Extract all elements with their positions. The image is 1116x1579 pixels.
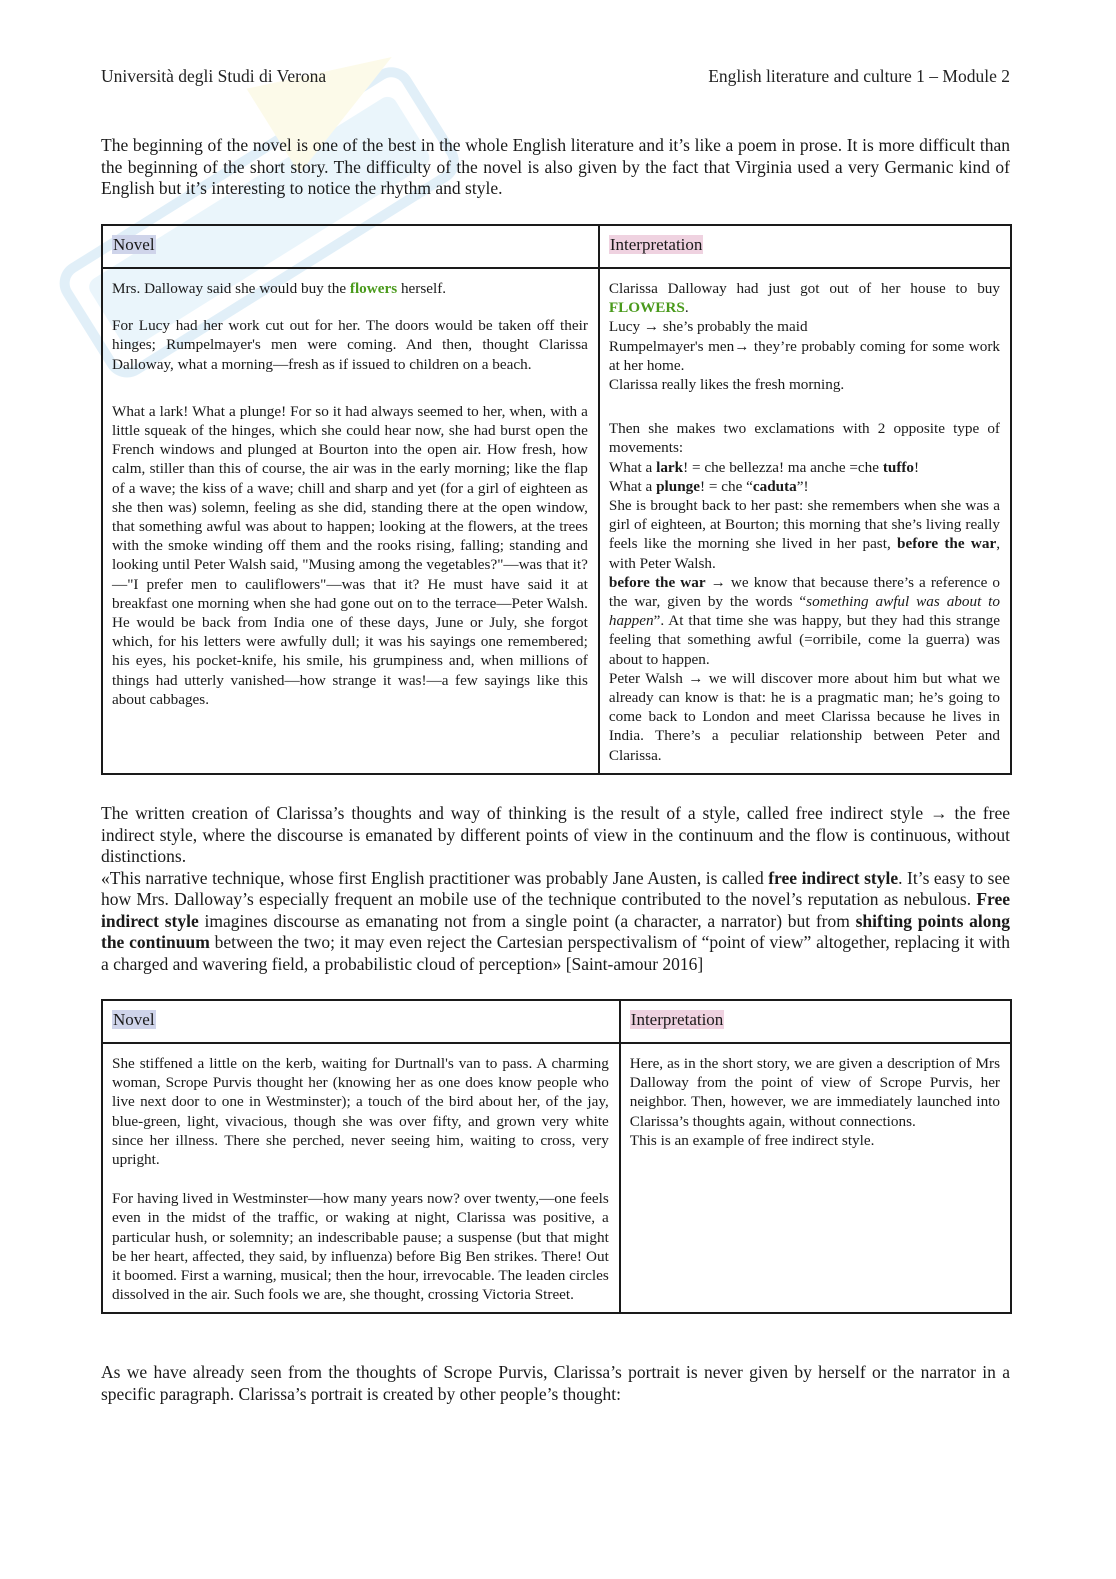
- intro-paragraph: [101, 135, 1010, 200]
- interp-line-10: Peter Walsh → we will discover more about him but what we already can know is that: he is a pragmatic man; he’s going to come back to London and meet Clarissa because he lives in India. There’s a peculiar relationship between Peter and Clarissa.: [608, 669, 1000, 764]
- table1-interpretation-cell: [599, 268, 1011, 774]
- interp-line-5: Then she makes two exclamations with 2 opposite type of movements:: [608, 420, 1000, 457]
- intro-text: The beginning of the novel is one of the best in the whole English literature and it’s like a poem in prose. It is more difficult than the beginning of the short story. The difficulty of the novel is also given by the fact that Virginia used a very Germanic kind of English but it’s interesting to notice the rhythm and style.: [101, 135, 1010, 198]
- page-header: [101, 66, 1010, 90]
- table1-novel-cell: [102, 268, 599, 774]
- table-novel-interpretation-2: [101, 999, 1012, 1314]
- table2-novel-cell: [102, 1043, 620, 1313]
- interp-line-3: Rumpelmayer's men→ they’re probably coming for some work at her home.: [608, 337, 1000, 374]
- interp-line-8: She is brought back to her past: she remembers when she was a girl of eighteen, at Bourton; this morning that she’s living really feels like the morning she lived in her past, before the war, with Peter Walsh.: [608, 497, 1001, 572]
- interp-line-2: Lucy → she’s probably the maid: [608, 318, 808, 336]
- flowers-highlight: flowers: [349, 280, 398, 297]
- header-course: English literature and culture 1 – Module 2: [708, 66, 1010, 86]
- closing-text: As we have already seen from the thoughts of Scrope Purvis, Clarissa’s portrait is never given by herself or the narrator in a specific paragraph. Clarissa’s portrait is created by other people’s thought:: [101, 1362, 1010, 1404]
- novel2-paragraph-1: She stiffened a little on the kerb, waiting for Durtnall's van to pass. A charming woman, Scrope Purvis thought her (knowing her as one does know people who live next door to one in Westminster); a touch of the bird about her, of the jay, blue-green, light, vivacious, though she was over fifty, and grown very white since her illness. There she perched, never seeing him, waiting to cross, very upright.: [112, 1055, 609, 1169]
- header-university: Università degli Studi di Verona: [101, 66, 327, 86]
- middle-paragraphs: [101, 803, 1010, 975]
- novel-paragraph-3: What a lark! What a plunge! For so it had always seemed to her, when, with a little squeak of the hinges, which she could hear now, she had burst open the French windows and plunged at Bourton into the open air. How fresh, how calm, stiller than this of course, the air was in the early morning; like the flap of a wave; the kiss of a wave; chill and sharp and yet (for a girl of eighteen as she then was) solemn, feeling as she did, standing there at the open window, that something awful was about to happen; looking at the flowers, at the trees with the smoke winding off them and the rooks rising, falling; standing and looking until Peter Walsh said, "Musing among the vegetables?"—was that it?—"I prefer men to cauliflowers"—was that it? He must have said it at breakfast one morning when she had gone out on to the terrace—Peter Walsh. He would be back from India one of these days, June or July, she forgot which, for his letters were awfully dull; it was his sayings one remembered; his eyes, his pocket-knife, his smile, his grumpiness and, when millions of things had utterly vanished—how strange it was!—a few sayings like this about cabbages.: [112, 402, 588, 708]
- novel2-paragraph-2: For having lived in Westminster—how many years now? over twenty,—one feels even in the midst of the traffic, or waking at night, Clarissa was positive, a particular hush, or solemnity; an indescribable pause; a suspense (but that might be her heart, affected, they said, by influenza) before Big Ben strikes. There! Out it boomed. First a warning, musical; then the hour, irrevocable. The leaden circles dissolved in the air. Such fools we are, she thought, crossing Victoria Street.: [112, 1190, 609, 1304]
- interp-line-9: before the war → we know that because there’s a reference o the war, given by the words “something awful was about to happen”. At that time she was happy, but they had this strange feeling that something awful (=orribile, come la guerra) was about to happen.: [608, 573, 1001, 668]
- novel-paragraph-1: Mrs. Dalloway said she would buy the flowers herself.: [112, 280, 447, 297]
- table2-header-novel: Novel: [102, 1000, 620, 1043]
- novel-paragraph-2: For Lucy had her work cut out for her. The doors would be taken off their hinges; Rumpelmayer's men were coming. And then, thought Clarissa Dalloway, what a morning—fresh as if issued to children on a beach.: [112, 317, 588, 373]
- interp-line-6: What a lark! = che bellezza! ma anche =che tuffo!: [608, 458, 920, 476]
- table2-header-interpretation: Interpretation: [620, 1000, 1011, 1043]
- interp2-paragraph-1: Here, as in the short story, we are given a description of Mrs Dalloway from the point of view of Scrope Purvis, her neighbor. Then, however, we are immediately launched into Clarissa’s thoughts again, without connections.: [629, 1055, 1000, 1130]
- closing-paragraph: [101, 1362, 1010, 1405]
- interp-line-1: Clarissa Dalloway had just got out of her house to buy FLOWERS.: [608, 280, 1000, 317]
- interp-line-4: Clarissa really likes the fresh morning.: [608, 376, 845, 394]
- middle-paragraph-1: The written creation of Clarissa’s thoughts and way of thinking is the result of a style, called free indirect style → the free indirect style, where the discourse is emanated by different points of view in the continuum and the flow is continuous, without distinctions.: [101, 803, 1010, 866]
- table1-header-novel: Novel: [102, 225, 599, 268]
- table-novel-interpretation-1: [101, 224, 1012, 775]
- table1-header-interpretation: Interpretation: [599, 225, 1011, 268]
- interp2-paragraph-2: This is an example of free indirect style.: [629, 1131, 875, 1149]
- table2-interpretation-cell: [620, 1043, 1011, 1313]
- flowers-caps-highlight: FLOWERS: [608, 299, 685, 317]
- interp-line-7: What a plunge! = che “caduta”!: [608, 477, 809, 495]
- middle-paragraph-2: «This narrative technique, whose first English practitioner was probably Jane Austen, is called free indirect style. It’s easy to see how Mrs. Dalloway’s especially frequent an mobile use of the technique contributed to the novel’s reputation as nebulous. Free indirect style imagines discourse as emanating not from a single point (a character, a narrator) but from shifting points along the continuum between the two; it may even reject the Cartesian perspectivalism of “point of view” altogether, replacing it with a charged and wavering field, a probabilistic cloud of perception» [Saint-amour 2016]: [101, 867, 1011, 974]
